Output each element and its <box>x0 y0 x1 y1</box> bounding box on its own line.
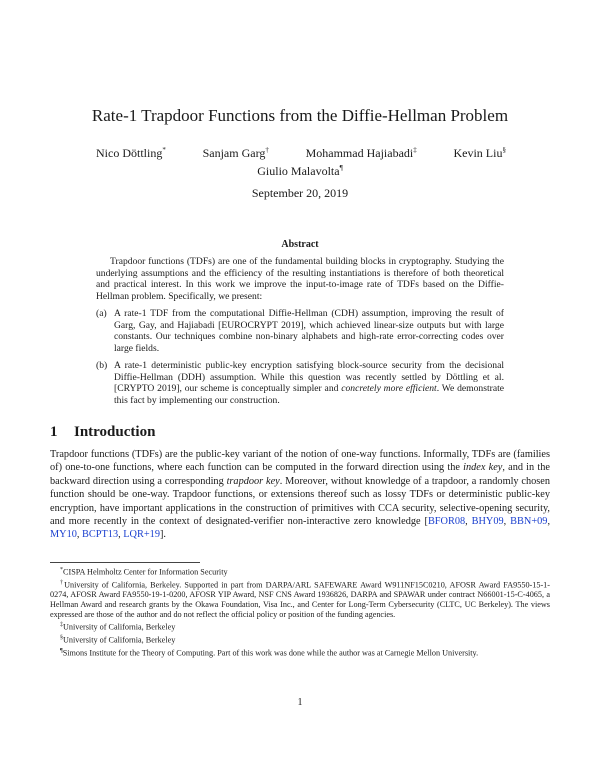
author: Nico Döttling* <box>96 146 166 160</box>
item-label: (b) <box>96 360 108 371</box>
footnote: †University of California, Berkeley. Supported in part from DARPA/ARL SAFEWARE Award W911NF15C0210, AFOSR Award FA9550-15-1-0274, AFOSR Award FA9550-19-1-0200, AFOSR YIP Award, NSF CNS Award 1936826, DARPA and SPAWAR under contract N66001-15-C-4065, a Hellman Award and research grants by the Okawa Foundation, Visa Inc., and Center for Long-Term Cybersecurity (CLTC, UC Berkeley). The views expressed are those of the author and do not reflect the official policy or position of the funding agencies. <box>50 579 550 620</box>
abstract-intro: Trapdoor functions (TDFs) are one of the fundamental building blocks in cryptography. Studying the underlying assumptions and the efficiency of the resulting instantiations is therefore of both theoretical and practical interest. In this work we improve the input-to-image rate of TDFs based on the Diffie-Hellman problem. Specifically, we present: <box>96 256 504 302</box>
citation-link[interactable]: BBN+09 <box>510 516 548 528</box>
author: Kevin Liu§ <box>453 146 506 160</box>
author-list <box>96 146 506 161</box>
item-text: A rate-1 deterministic public-key encryption satisfying block-source security from the decisional Diffie-Hellman (DDH) assumption. While this question was recently settled by Döttling et al. [CRYPTO 2019], our scheme is conceptually simpler and <box>114 360 504 394</box>
footnote: ¶Simons Institute for the Theory of Computing. Part of this work was done while the author was at Carnegie Mellon University. <box>60 647 479 658</box>
footnotes <box>50 565 550 659</box>
item-text: A rate-1 TDF from the computational Diffie-Hellman (CDH) assumption, improving the result of Garg, Gay, and Hajiabadi [EUROCRYPT 2019], which achieved linear-size outputs but with large constants. Our techniques combine non-binary alphabets and high-rate error-correcting codes over large fields. <box>114 308 504 354</box>
page-number: 1 <box>297 697 303 708</box>
citation-link[interactable]: LQR+19 <box>123 529 160 541</box>
abstract-heading: Abstract <box>281 239 319 250</box>
author: Mohammad Hajiabadi‡ <box>305 146 417 160</box>
contribution-item <box>96 360 504 406</box>
introduction-paragraph: Trapdoor functions (TDFs) are the public-key variant of the notion of one-way functions. Informally, TDFs are (families of) one-to-one functions, where each function can be computed in the forward direction using the index key, and in the backward direction using a corresponding trapdoor key. Moreover, without knowledge of a trapdoor, a randomly chosen function should be one-way. Trapdoor functions, or extensions thereof such as lossy TDFs or deterministic public-key encryption, have important applications in the construction of primitives with CCA security, selective-opening security, and more recently in the context of designated-verifier non-interactive zero knowledge [BFOR08, BHY09, BBN+09, MY10, BCPT13, LQR+19]. <box>50 449 551 541</box>
paper-title: Rate-1 Trapdoor Functions from the Diffie-Hellman Problem <box>91 106 509 125</box>
citation-link[interactable]: BFOR08 <box>427 516 466 528</box>
item-emphasis: concretely more efficient <box>341 383 437 394</box>
item-text-tail: . We demonstrate this fact by implementing our construction. <box>114 383 504 406</box>
footnote: ‡University of California, Berkeley <box>60 622 176 633</box>
section-title: Introduction <box>74 424 156 440</box>
author-list-row-2 <box>0 164 600 179</box>
contribution-item <box>96 308 504 354</box>
emphasis-index-key: index key <box>463 462 503 474</box>
author: Giulio Malavolta¶ <box>257 164 343 178</box>
item-label: (a) <box>96 308 107 319</box>
emphasis-trapdoor-key: trapdoor key <box>226 475 280 487</box>
citation-link[interactable]: BHY09 <box>471 516 504 528</box>
paper-date: September 20, 2019 <box>251 186 349 200</box>
citation-link[interactable]: BCPT13 <box>82 529 119 541</box>
footnote-rule <box>50 562 200 563</box>
citation-link[interactable]: MY10 <box>50 529 77 541</box>
section-heading <box>50 424 155 441</box>
footnote: §University of California, Berkeley <box>60 635 176 645</box>
author: Sanjam Garg† <box>202 146 269 160</box>
footnote: *CISPA Helmholtz Center for Information Security <box>60 567 228 577</box>
contribution-list <box>96 308 504 406</box>
abstract-body <box>96 256 504 412</box>
section-number: 1 <box>50 424 58 440</box>
